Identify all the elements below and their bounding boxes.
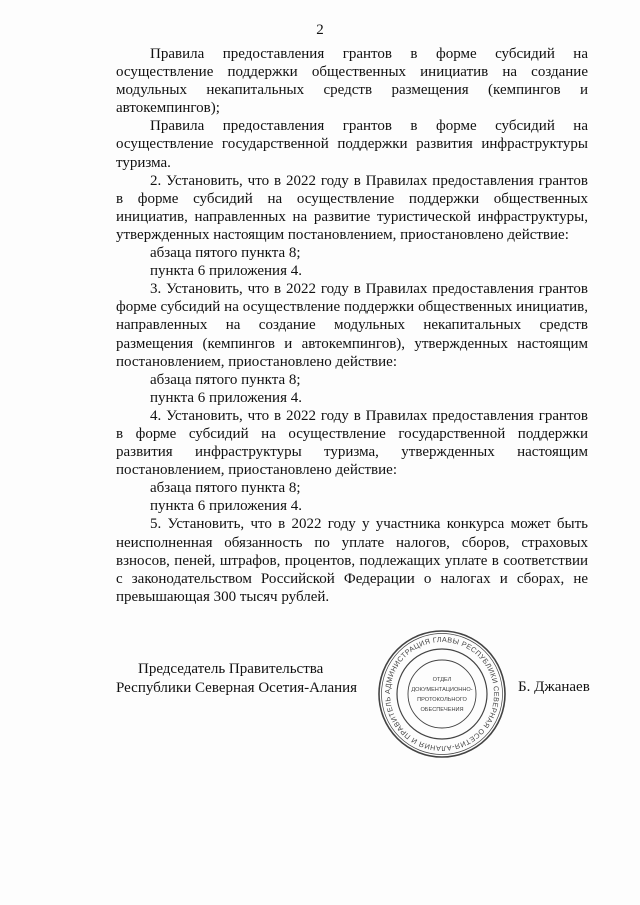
paragraph-item-5: 5. Установить, что в 2022 году у участника конкурса может быть неисполненная обязанность по уплате налогов, сборов, страховых взносов, пеней, штрафов, процентов, подлежащих уплате в соответствии с законодательством Российской Федерации о налогах и сборах, не превышающая 300 тысяч рублей.	[116, 516, 588, 605]
seal-mid-ring	[397, 649, 487, 739]
document-body	[116, 45, 588, 606]
paragraph-item-3: 3. Установить, что в 2022 году в Правилах предоставления грантов форме субсидий на осуществление поддержки общественных инициатив, направленных на создание модульных некапитальных средств размещения (кемпингов и автокемпингов), утвержденных настоящим постановлением, приостановлено действие:	[116, 281, 588, 370]
signatory-title	[116, 660, 416, 697]
seal-center-line-2: ДОКУМЕНТАЦИОННО-	[411, 687, 473, 693]
seal-center-line-4: ОБЕСПЕЧЕНИЯ	[420, 707, 464, 713]
paragraph-rules-modular: Правила предоставления грантов в форме субсидий на осуществление поддержки общественных инициатив на создание модульных некапитальных средств размещения (кемпингов и автокемпингов);	[116, 46, 588, 117]
signatory-title-line-2: Республики Северная Осетия-Алания	[116, 679, 358, 696]
signatory-title-line-1: Председатель Правительства	[138, 661, 324, 677]
signatory-name: Б. Джанаев	[518, 679, 590, 695]
seal-outer-ring-inner	[382, 634, 503, 755]
seal-ring-text: АДМИНИСТРАЦИЯ ГЛАВЫ РЕСПУБЛИКИ СЕВЕРНАЯ ОСЕТИЯ-АЛАНИЯ И ПРАВИТЕЛЬ	[382, 634, 502, 754]
paragraph-item-4: 4. Установить, что в 2022 году в Правилах предоставления грантов в форме субсидий на осуществление государственной поддержки развития инфраструктуры туризма, утвержденных настоящим постановлением, приостановлено действие:	[116, 407, 588, 479]
paragraph-item-2: 2. Установить, что в 2022 году в Правилах предоставления грантов в форме субсидий на осуществление поддержки общественных инициатив, направленных на развитие туристической инфраструктуры, утвержденных настоящим постановлением, приостановлено действие:	[116, 172, 588, 243]
paragraph-item-3-sub-2: пункта 6 приложения 4.	[150, 389, 302, 406]
page-number: 2	[316, 22, 324, 38]
seal-center-line-1: ОТДЕЛ	[432, 677, 452, 683]
seal-inner-ring	[408, 660, 476, 728]
seal-outer-ring	[379, 631, 505, 757]
seal-graphic	[376, 628, 508, 760]
paragraph-item-2-sub-1: абзаца пятого пункта 8;	[150, 245, 301, 262]
paragraph-item-4-sub-1: абзаца пятого пункта 8;	[150, 480, 301, 497]
paragraph-rules-infrastructure: Правила предоставления грантов в форме субсидий на осуществление государственной поддержки развития инфраструктуры туризма.	[116, 118, 588, 171]
paragraph-item-2-sub-2: пункта 6 приложения 4.	[150, 263, 302, 280]
paragraph-item-4-sub-2: пункта 6 приложения 4.	[150, 498, 302, 515]
official-seal	[376, 628, 508, 760]
paragraph-item-3-sub-1: абзаца пятого пункта 8;	[150, 371, 301, 388]
seal-center-line-3: ПРОТОКОЛЬНОГО	[417, 697, 467, 703]
